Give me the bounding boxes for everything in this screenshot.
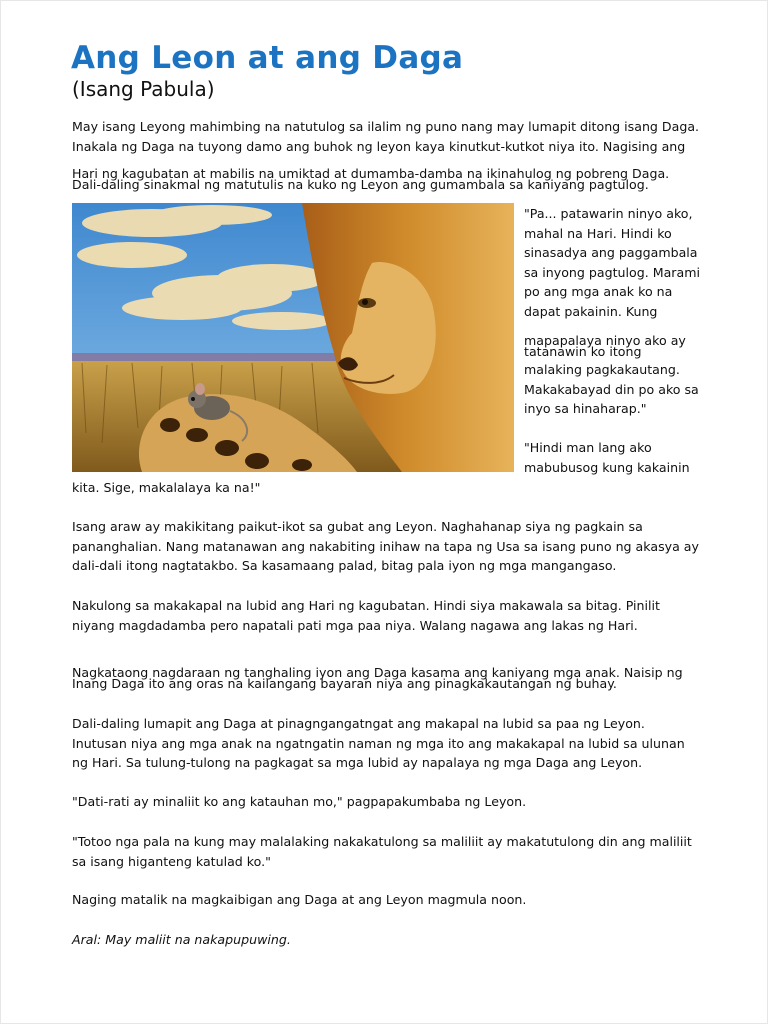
paragraph-intro: May isang Leyong mahimbing na natutulog sa ilalim ng puno nang may lumapit ditong isang Daga. Inakala ng Daga na tuyong damo ang buhok ng leyon kaya kinutkut-kutkot niya ito. Nagising ang <box>72 119 700 154</box>
lion-reply-part2: kita. Sige, makalalaya ka na!" <box>72 480 261 495</box>
mouse-plea-part2: mapapalaya ninyo ako ay tatanawin ko itong <box>524 333 686 359</box>
paragraph-mouse-passes: Nagkataong nagdaraan ng tanghaling iyon ang Daga kasama ang kaniyang mga anak. Naisip ng Inang Daga ito ang oras na kailangang bayaran niya ang pinagkakautangan ng buhay. <box>72 665 683 691</box>
story-title: Ang Leon at ang Daga <box>71 40 464 76</box>
lion-and-mouse-illustration <box>72 203 514 472</box>
paragraph-lion-hunting: Isang araw ay makikitang paikut-ikot sa gubat ang Leyon. Naghahanap siya ng pagkain sa pananghalian. Nang matanawan ang nakabiting inihaw na tapa ng Usa sa isang puno ng akasya ay dali-dali itong nagtatakbo. Sa kasamaang palad, bitag pala iyon ng mga mangangaso. <box>72 519 699 573</box>
mouse-plea-part3: malaking pagkakautang. Makakabayad din po ako sa inyo sa hinaharap." <box>524 362 699 416</box>
paragraph-lion-wakes: Hari ng kagubatan at mabilis na umiktad at dumamba-damba na ikinahulog ng pobreng Daga. Dali-daling sinakmal ng matutulis na kuko ng Leyon ang gumambala sa kaniyang pagtulog. <box>72 166 670 192</box>
paragraph-lion-trapped: Nakulong sa makakapal na lubid ang Hari ng kagubatan. Hindi siya makawala sa bitag. Pinilit niyang magdadamba pero napatali pati mga paa niya. Walang nagawa ang lakas ng Hari. <box>72 598 660 633</box>
story-subtitle: (Isang Pabula) <box>72 77 215 101</box>
paragraph-lion-realization: "Totoo nga pala na kung may malalaking nakakatulong sa maliliit ay makatutulong din ang maliliit sa isang higanteng katulad ko." <box>72 834 692 869</box>
story-moral: Aral: May maliit na nakapupuwing. <box>72 932 291 947</box>
lion-reply-part1: "Hindi man lang ako mabubusog kung kakainin <box>524 440 690 475</box>
paragraph-mouse-rescues: Dali-daling lumapit ang Daga at pinagngangatngat ang makapal na lubid sa paa ng Leyon. Inutusan niya ang mga anak na ngatngatin naman ng mga ito ang makakapal na lubid sa ulunan ng Hari. Sa tulung-tulong na pagkagat sa mga lubid ay napalaya ng mga Daga ang Leyon. <box>72 716 685 770</box>
paragraph-lion-humbled: "Dati-rati ay minaliit ko ang katauhan mo," pagpapakumbaba ng Leyon. <box>72 794 527 809</box>
paragraph-friendship: Naging matalik na magkaibigan ang Daga at ang Leyon magmula noon. <box>72 892 527 907</box>
mouse-plea-part1: "Pa... patawarin ninyo ako, mahal na Hari. Hindi ko sinasadya ang paggambala sa inyong pagtulog. Marami po ang mga anak ko na dapat pakainin. Kung <box>524 206 700 319</box>
